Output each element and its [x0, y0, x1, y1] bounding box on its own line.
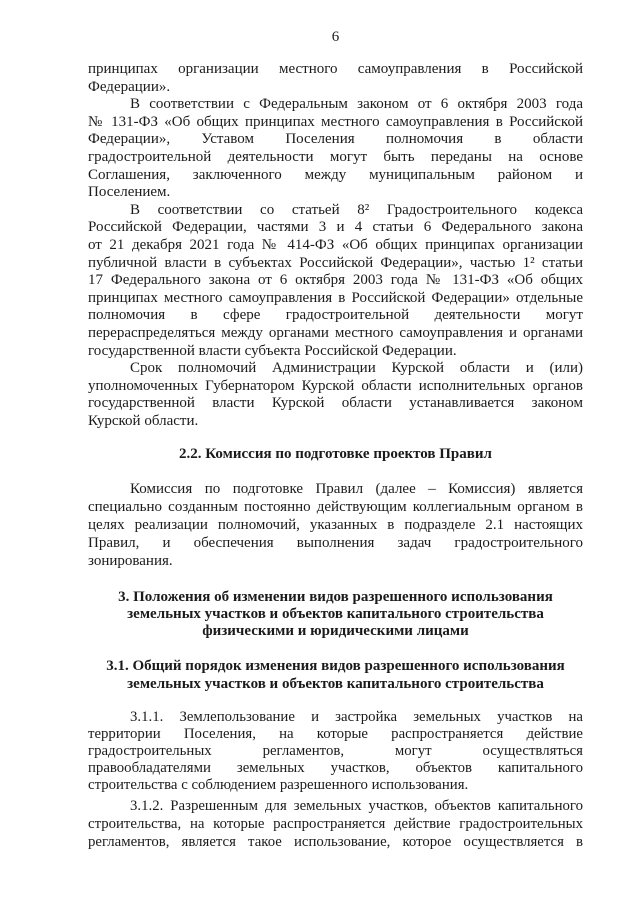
section-heading-line: 2.2. Комиссия по подготовке проектов Правил: [179, 446, 492, 462]
paragraph-line: Соглашения, заключенного между муниципальным районом и: [88, 166, 583, 183]
paragraph-line: Срок полномочий Администрации Курской области и (или): [130, 360, 583, 377]
paragraph-federal-law-131: [88, 96, 583, 202]
paragraph-term-of-powers: [88, 360, 583, 430]
paragraph-line: В соответствии со статьей 8² Градостроительного кодекса: [130, 201, 583, 218]
paragraph-3-1-2: [88, 797, 583, 851]
paragraph-line: государственной власти Курской области устанавливается законом: [88, 395, 583, 412]
section-3-1-heading: [88, 657, 583, 693]
section-heading-line: земельных участков и объектов капитального строительства: [127, 676, 544, 692]
section-heading-line: физическими и юридическими лицами: [202, 623, 469, 639]
paragraph-line: Комиссия по подготовке Правил (далее – Комиссия) является: [130, 481, 583, 497]
paragraph-line: 3.1.1. Землепользование и застройка земельных участков на: [130, 709, 583, 725]
paragraph-line: Правил, и обеспечения выполнения задач градостроительного: [88, 535, 583, 551]
section-2-1-continuation: [88, 61, 583, 430]
paragraph-line: правообладателями земельных участков, объектов капитального: [88, 760, 583, 776]
paragraph-line: Федерации».: [88, 78, 171, 95]
paragraph-line: целях реализации полномочий, указанных в подразделе 2.1 настоящих: [88, 517, 583, 533]
section-heading-line: 3. Положения об изменении видов разрешенного использования: [118, 589, 553, 605]
paragraph-3-1-1: [88, 709, 583, 794]
paragraph-line: Российской Федерации, частями 3 и 4 статьи 6 Федерального закона: [88, 219, 583, 236]
paragraph-line: специально созданным постоянно действующим коллегиальным органом в: [88, 499, 583, 515]
paragraph-line: публичной власти в субъектах Российской Федерации», частью 1² статьи: [88, 254, 583, 271]
paragraph-line: зонирования.: [88, 553, 173, 569]
section-heading-line: земельных участков и объектов капитального строительства: [127, 606, 544, 622]
paragraph-line: полномочия в сфере градостроительной деятельности могут: [88, 307, 583, 324]
section-heading-line: 3.1. Общий порядок изменения видов разрешенного использования: [106, 658, 565, 674]
paragraph-commission: [88, 480, 583, 570]
paragraph-line: 3.1.2. Разрешенным для земельных участков, объектов капитального: [130, 798, 583, 814]
paragraph-line: перераспределяться между органами местного самоуправления и органами: [88, 324, 583, 341]
paragraph-line: строительства с соблюдением разрешенного использования.: [88, 777, 469, 793]
paragraph-line: территории Поселения, на которые распространяется действие: [88, 726, 583, 742]
paragraph-line: градостроительных регламентов, могут осуществляться: [88, 743, 583, 759]
paragraph-line: принципах местного самоуправления в Российской Федерации» отдельные: [88, 289, 583, 306]
paragraph-line: принципах организации местного самоуправления в Российской: [88, 61, 583, 77]
paragraph-line: от 21 декабря 2021 года № 414-ФЗ «Об общих принципах организации: [88, 236, 583, 253]
paragraph-line: уполномоченных Губернатором Курской области исполнительных органов: [88, 377, 583, 394]
paragraph-line: строительства, на которые распространяется действие градостроительных: [88, 816, 583, 832]
paragraph-line: Курской области.: [88, 412, 199, 429]
paragraph-line: регламентов, является такое использование, которое осуществляется в: [88, 834, 583, 850]
paragraph-line: В соответствии с Федеральным законом от 6 октября 2003 года: [130, 96, 583, 113]
paragraph-line: Поселением.: [88, 184, 171, 201]
paragraph-line: градостроительной деятельности могут быть переданы на основе: [88, 148, 583, 165]
paragraph-redistribution-of-powers: [88, 202, 583, 360]
page-number: 6: [331, 29, 340, 45]
paragraph-local-self-government-principles: [88, 61, 583, 96]
paragraph-line: государственной власти субъекта Российской Федерации.: [88, 342, 457, 359]
paragraph-line: Федерации», Уставом Поселения полномочия в области: [88, 131, 583, 148]
section-2-2-heading: [88, 445, 583, 463]
paragraph-line: 17 Федерального закона от 6 октября 2003 года № 131-ФЗ «Об общих: [88, 272, 583, 289]
section-3-heading: [88, 589, 583, 640]
paragraph-line: № 131-ФЗ «Об общих принципах местного самоуправления в Российской: [88, 113, 583, 130]
